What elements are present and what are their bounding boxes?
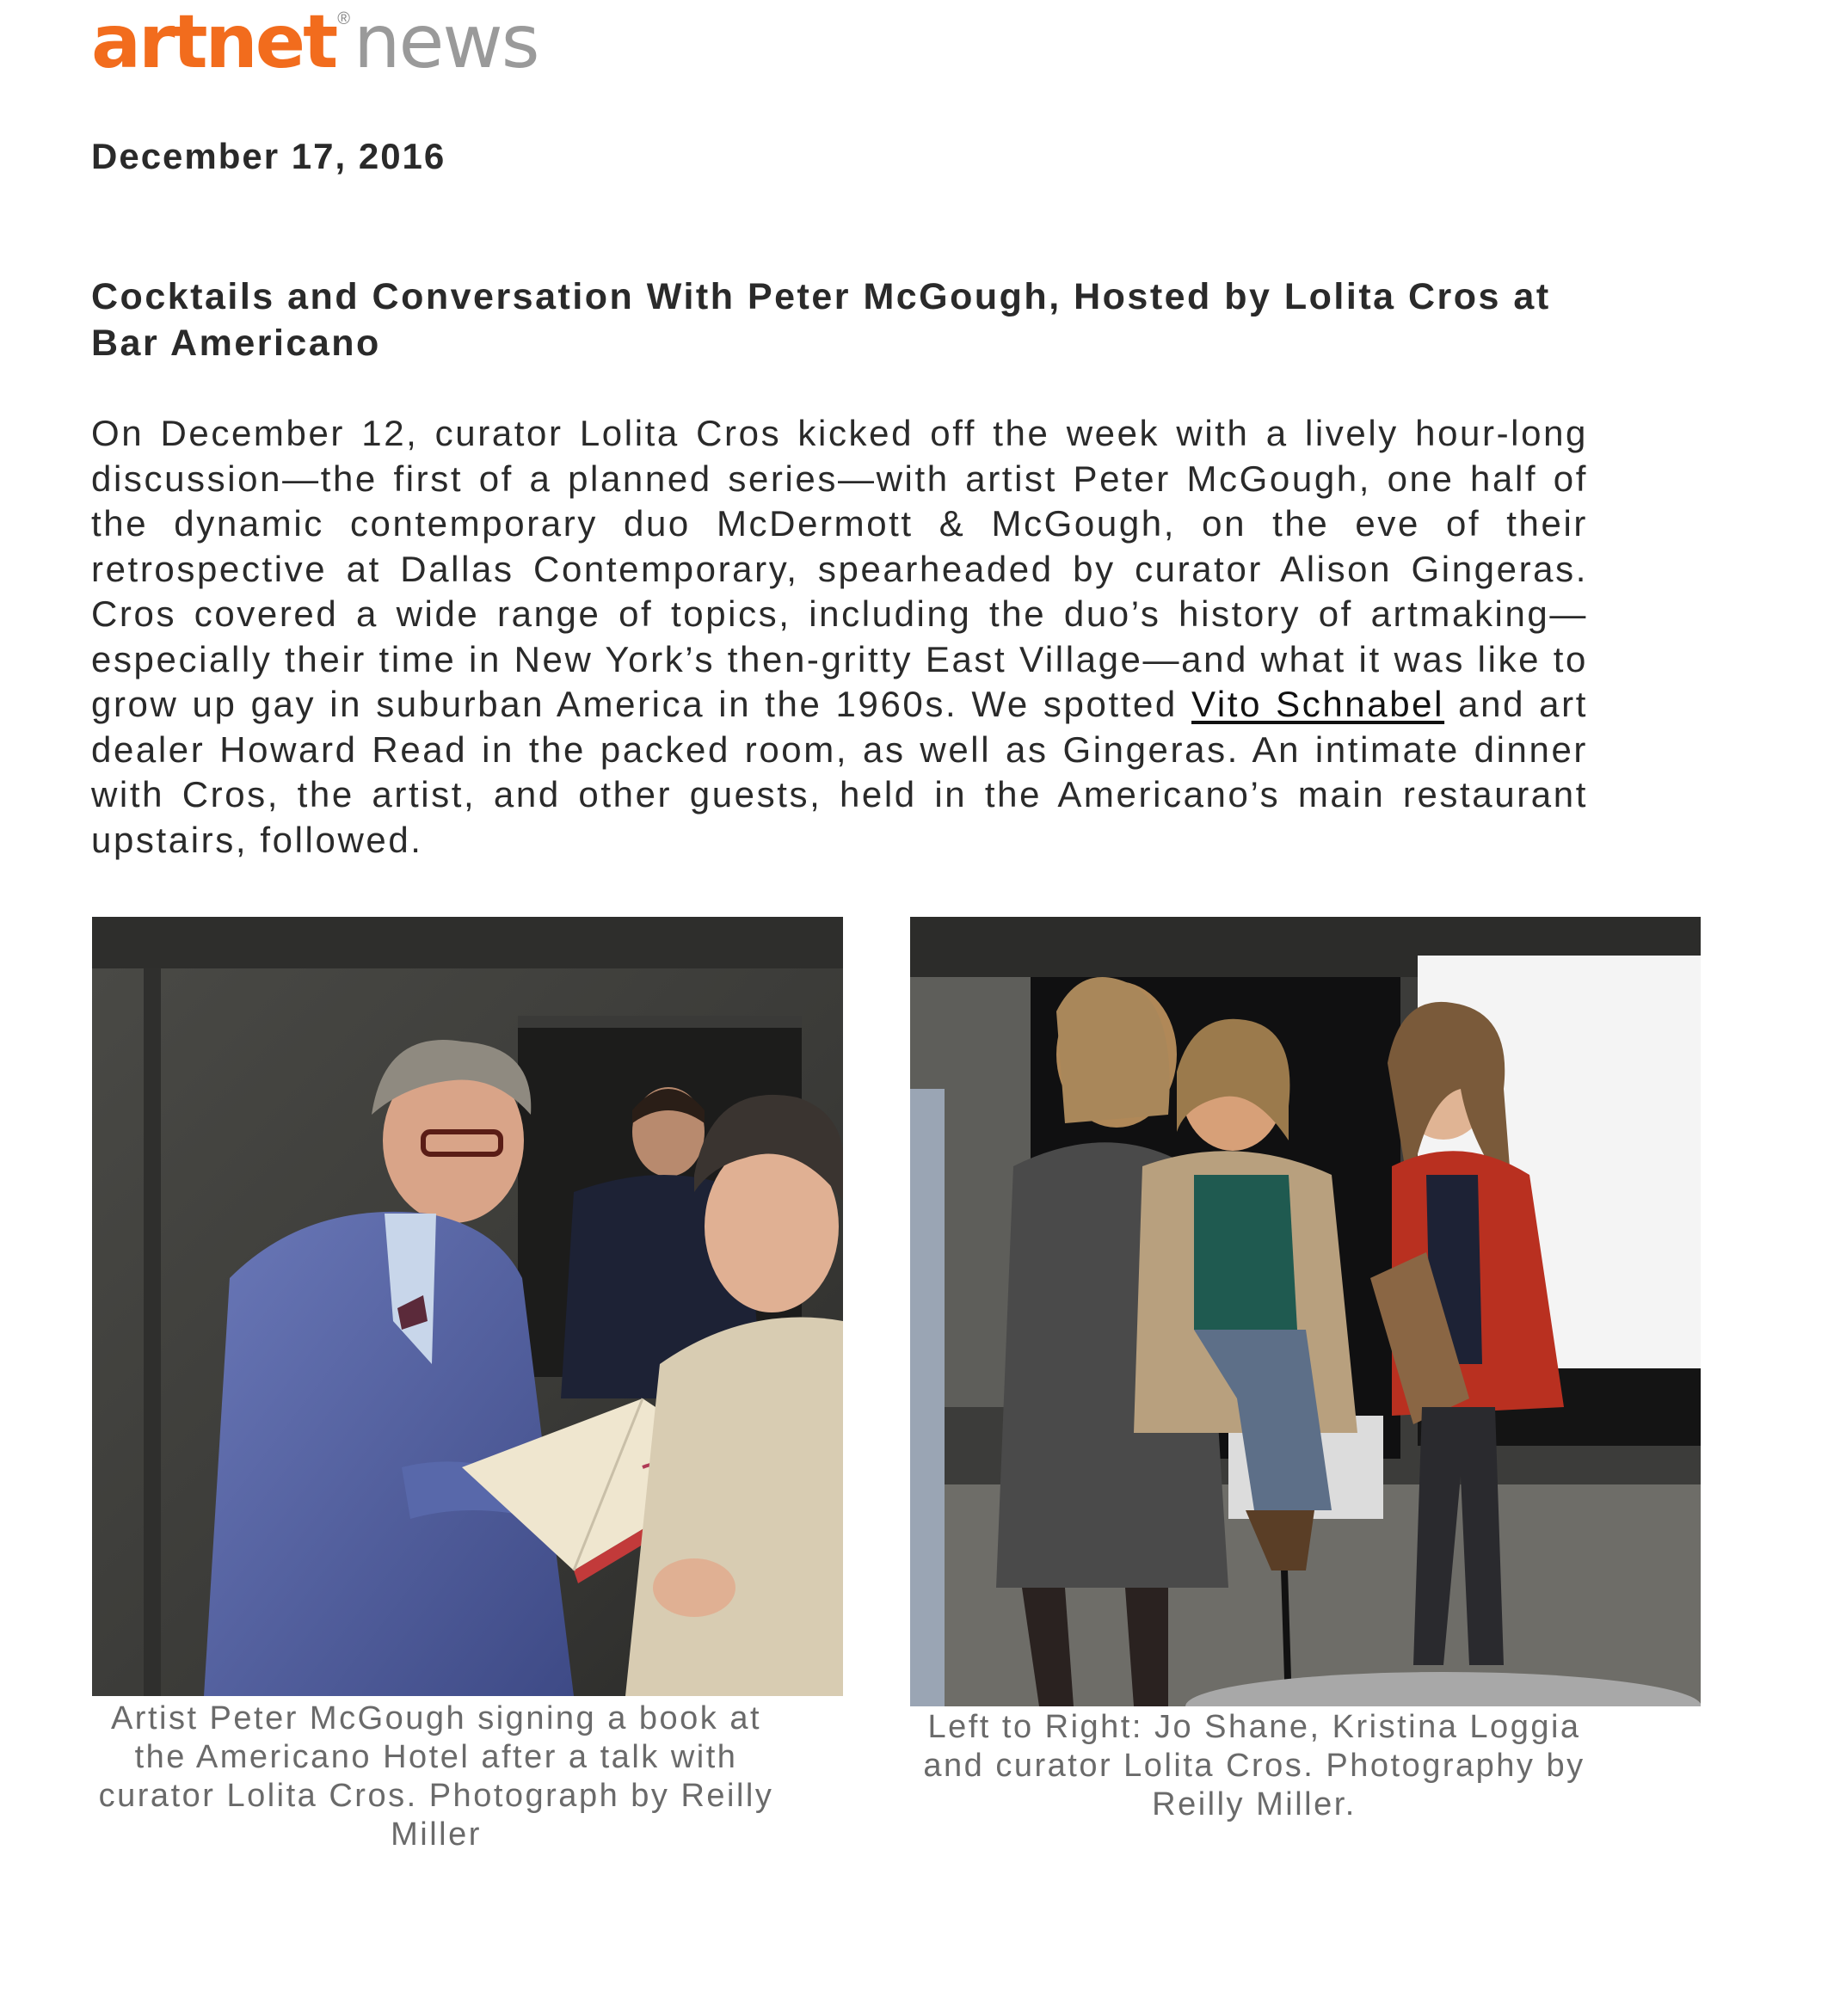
- photo-peter-mcgough-signing: [92, 917, 843, 1696]
- article-body-text-part-2: and art dealer Howard Read in the packed room, as well as Gingeras. An intimate dinner with Cros, the artist, and other guests, held in the Americano’s main restaurant upstairs, followed.: [91, 684, 1588, 860]
- vito-schnabel-link[interactable]: Vito Schnabel: [1191, 684, 1445, 724]
- logo-section-text: news: [353, 0, 539, 85]
- logo-registered-mark: ®: [337, 9, 350, 28]
- article-title: Cocktails and Conversation With Peter McGough, Hosted by Lolita Cros at Bar Americano: [91, 276, 1551, 364]
- caption-left-photo: Artist Peter McGough signing a book at the Americano Hotel after a talk with curator Lolita Cros. Photograph by Reilly Miller: [98, 1700, 774, 1853]
- photo-left-illustration: [92, 917, 843, 1696]
- logo-brand-text: artnet: [91, 0, 336, 85]
- article-date: December 17, 2016: [91, 136, 446, 176]
- article-body-text-part-1: On December 12, curator Lolita Cros kicked off the week with a lively hour-long discussion—the first of a planned series—with artist Peter McGough, one half of the dynamic contemporary duo McDermott & McGough, on the eve of their retrospective at Dallas Contemporary, spearheaded by curator Alison Gingeras. Cros covered a wide range of topics, including the duo’s history of artmaking—especially their time in New York’s then-gritty East Village—and what it was like to grow up gay in suburban America in the 1960s. We spotted: [91, 413, 1588, 724]
- article-body: [91, 411, 1588, 863]
- photo-right-illustration: [910, 917, 1701, 1706]
- photo-three-women: [910, 917, 1701, 1706]
- caption-right-photo: Left to Right: Jo Shane, Kristina Loggia and curator Lolita Cros. Photography by Reilly Miller.: [923, 1709, 1585, 1822]
- artnet-news-logo[interactable]: [91, 0, 539, 91]
